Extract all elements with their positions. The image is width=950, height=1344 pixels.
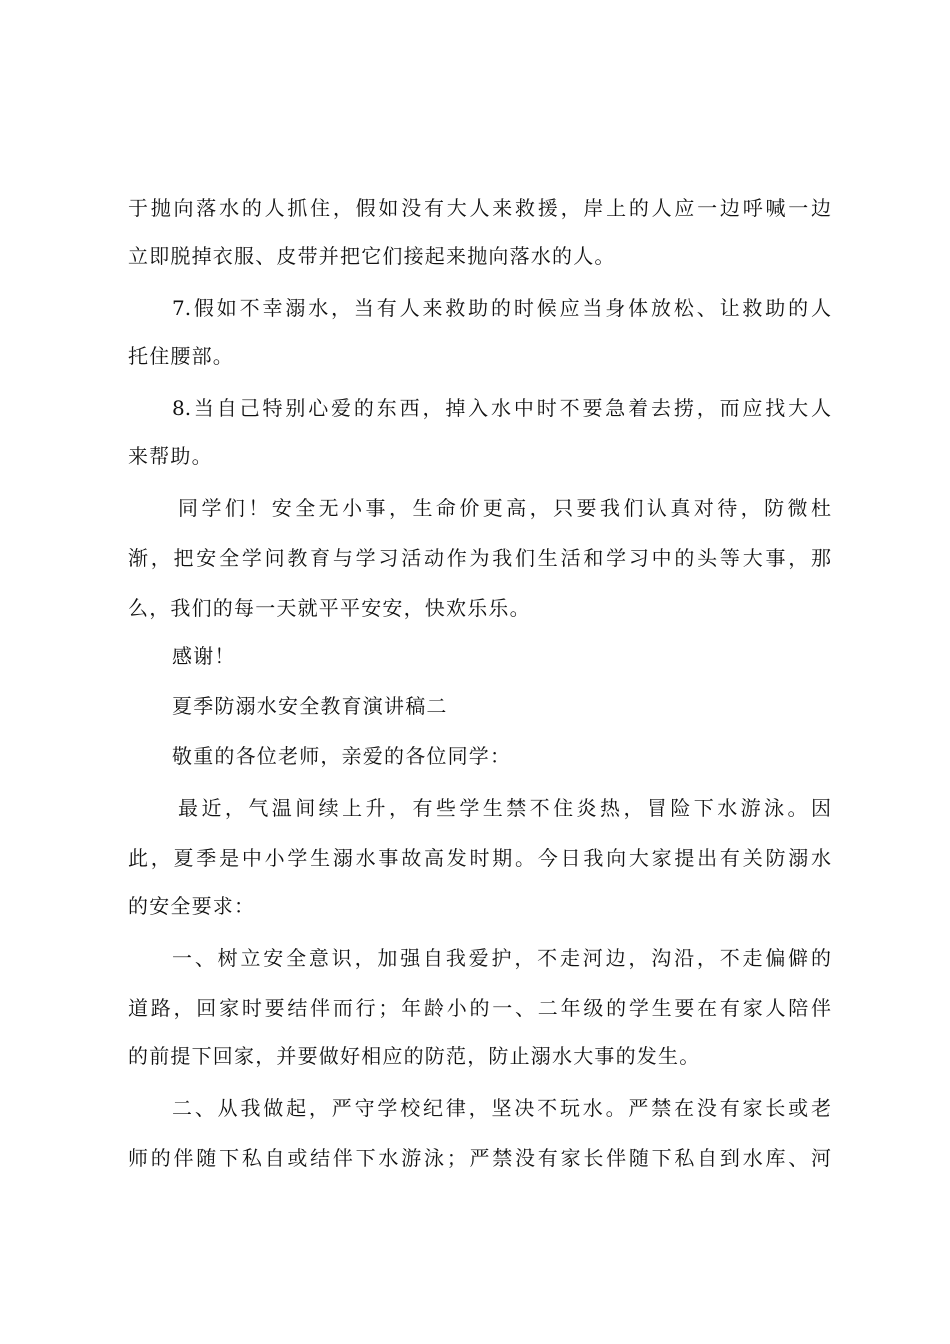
text-line: 来帮助。 xyxy=(128,444,213,468)
text-line: 的前提下回家，并要做好相应的防范，防止溺水大事的发生。 xyxy=(128,1044,701,1068)
text-line: 感谢！ xyxy=(172,644,236,668)
text-line: 托住腰部。 xyxy=(128,344,234,368)
text-line: 同学们！安全无小事，生命价更高，只要我们认真对待，防微杜 xyxy=(178,496,831,520)
text-line: 的安全要求： xyxy=(128,894,256,918)
text-line: 一、树立安全意识，加强自我爱护，不走河边，沟沿，不走偏僻的 xyxy=(172,946,831,970)
text-line: 道路，回家时要结伴而行；年龄小的一、二年级的学生要在有家人陪伴 xyxy=(128,996,831,1020)
text-line: 么，我们的每一天就平平安安，快欢乐乐。 xyxy=(128,596,531,620)
text-line: 8.当自己特别心爱的东西，掉入水中时不要急着去捞，而应找大人 xyxy=(172,396,831,420)
text-line: 此，夏季是中小学生溺水事故高发时期。今日我向大家提出有关防溺水 xyxy=(128,846,831,870)
text-line: 于抛向落水的人抓住，假如没有大人来救援，岸上的人应一边呼喊一边 xyxy=(128,196,831,220)
text-line: 最近，气温间续上升，有些学生禁不住炎热，冒险下水游泳。因 xyxy=(178,796,831,820)
section-title: 夏季防溺水安全教育演讲稿二 xyxy=(172,694,448,718)
text-line: 师的伴随下私自或结伴下水游泳；严禁没有家长伴随下私自到水库、河 xyxy=(128,1146,831,1170)
text-line: 渐，把安全学问教育与学习活动作为我们生活和学习中的头等大事，那 xyxy=(128,546,831,570)
text-line: 二、从我做起，严守学校纪律，坚决不玩水。严禁在没有家长或老 xyxy=(172,1096,831,1120)
text-line: 敬重的各位老师，亲爱的各位同学： xyxy=(172,744,512,768)
text-line: 立即脱掉衣服、皮带并把它们接起来抛向落水的人。 xyxy=(128,244,616,268)
text-line: 7.假如不幸溺水，当有人来救助的时候应当身体放松、让救助的人 xyxy=(172,296,831,320)
